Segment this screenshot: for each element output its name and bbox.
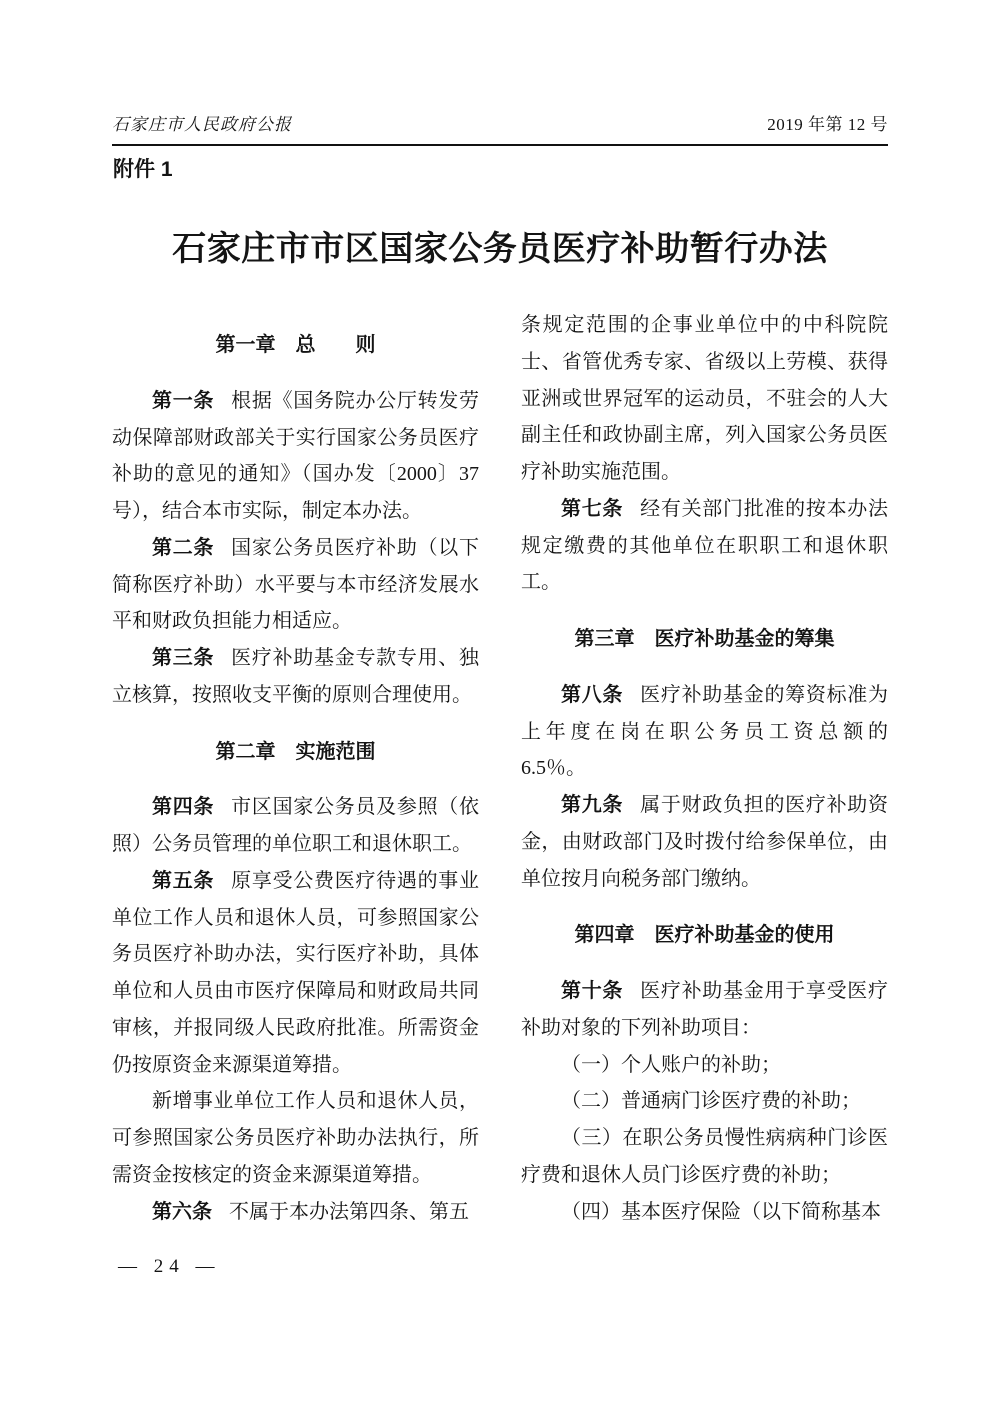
issue-number: 2019 年第 12 号	[767, 115, 888, 134]
chapter-heading-3: 第三章 医疗补助基金的筹集	[574, 628, 835, 650]
article-9-number: 第九条	[561, 794, 624, 816]
article-1-text: 根据《国务院办公厅转发劳动保障部财政部关于实行国家公务员医疗补助的意见的通知》（国办发〔2000〕37 号），结合本市实际，制定本办法。	[112, 389, 480, 522]
list-item-1: （一）个人账户的补助；	[561, 1053, 781, 1076]
page-header	[112, 110, 888, 146]
article-6-continuation: 条规定范围的企事业单位中的中科院院士、省管优秀专家、省级以上劳模、获得亚洲或世界冠军的运动员，不驻会的人大副主任和政协副主席，列入国家公务员医疗补助实施范围。	[521, 314, 888, 483]
article-9	[521, 787, 888, 897]
article-5-paragraph-2: 新增事业单位工作人员和退休人员，可参照国家公务员医疗补助办法执行，所需资金按核定的资金来源渠道筹措。	[112, 1090, 479, 1186]
article-4	[112, 789, 479, 863]
two-column-body	[112, 307, 888, 1230]
article-7-text: 经有关部门批准的按本办法规定缴费的其他单位在职职工和退休职工。	[521, 497, 889, 594]
article-6-text: 不属于本办法第四条、第五	[229, 1200, 469, 1223]
article-6-number: 第六条	[152, 1200, 212, 1223]
article-4-number: 第四条	[152, 796, 215, 819]
article-1	[112, 383, 479, 530]
article-4-text: 市区国家公务员及参照（依照）公务员管理的单位职工和退休职工。	[112, 796, 480, 855]
left-column	[112, 307, 479, 1230]
article-6	[112, 1194, 479, 1231]
article-2-text: 国家公务员医疗补助（以下简称医疗补助）水平要与本市经济发展水平和财政负担能力相适应。	[112, 536, 480, 633]
article-2-number: 第二条	[152, 536, 215, 559]
article-7-number: 第七条	[561, 497, 624, 520]
article-10-number: 第十条	[561, 980, 624, 1002]
article-8-text: 医疗补助基金的筹资标准为上年度在岗在职公务员工资总额的 6.5％。	[521, 683, 889, 780]
article-3	[112, 640, 479, 714]
list-item-2: （二）普通病门诊医疗费的补助；	[561, 1090, 861, 1113]
document-title: 石家庄市市区国家公务员医疗补助暂行办法	[172, 231, 828, 268]
attachment-label: 附件 1	[113, 158, 173, 181]
list-item-3: （三）在职公务员慢性病病种门诊医疗费和退休人员门诊医疗费的补助；	[521, 1127, 888, 1186]
chapter-heading-4: 第四章 医疗补助基金的使用	[574, 924, 835, 947]
article-1-number: 第一条	[152, 389, 215, 412]
article-5-number: 第五条	[152, 869, 215, 892]
article-5-text: 原享受公费医疗待遇的事业单位工作人员和退休人员，可参照国家公务员医疗补助办法，实行医疗补助，具体单位和人员由市医疗保障局和财政局共同审核，并报同级人民政府批准。所需资金仍按原资金来源渠道筹措。	[112, 869, 480, 1076]
article-8-number: 第八条	[561, 683, 624, 706]
article-3-text: 医疗补助基金专款专用、独立核算，按照收支平衡的原则合理使用。	[112, 647, 480, 706]
chapter-heading-2: 第二章 实施范围	[215, 740, 376, 763]
article-8	[521, 677, 888, 787]
article-10	[521, 973, 888, 1047]
gazette-name: 石家庄市人民政府公报	[112, 115, 292, 134]
article-3-number: 第三条	[152, 647, 215, 669]
article-7	[521, 491, 888, 601]
list-item-4: （四）基本医疗保险（以下简称基本	[561, 1200, 881, 1223]
chapter-heading-1: 第一章 总 则	[215, 334, 376, 356]
page-number: — 24 —	[118, 1256, 221, 1277]
article-5	[112, 863, 479, 1084]
right-column	[521, 307, 888, 1230]
article-2	[112, 530, 479, 640]
article-10-text: 医疗补助基金用于享受医疗补助对象的下列补助项目：	[521, 980, 889, 1039]
article-9-text: 属于财政负担的医疗补助资金，由财政部门及时拨付给参保单位，由单位按月向税务部门缴纳。	[521, 794, 889, 890]
